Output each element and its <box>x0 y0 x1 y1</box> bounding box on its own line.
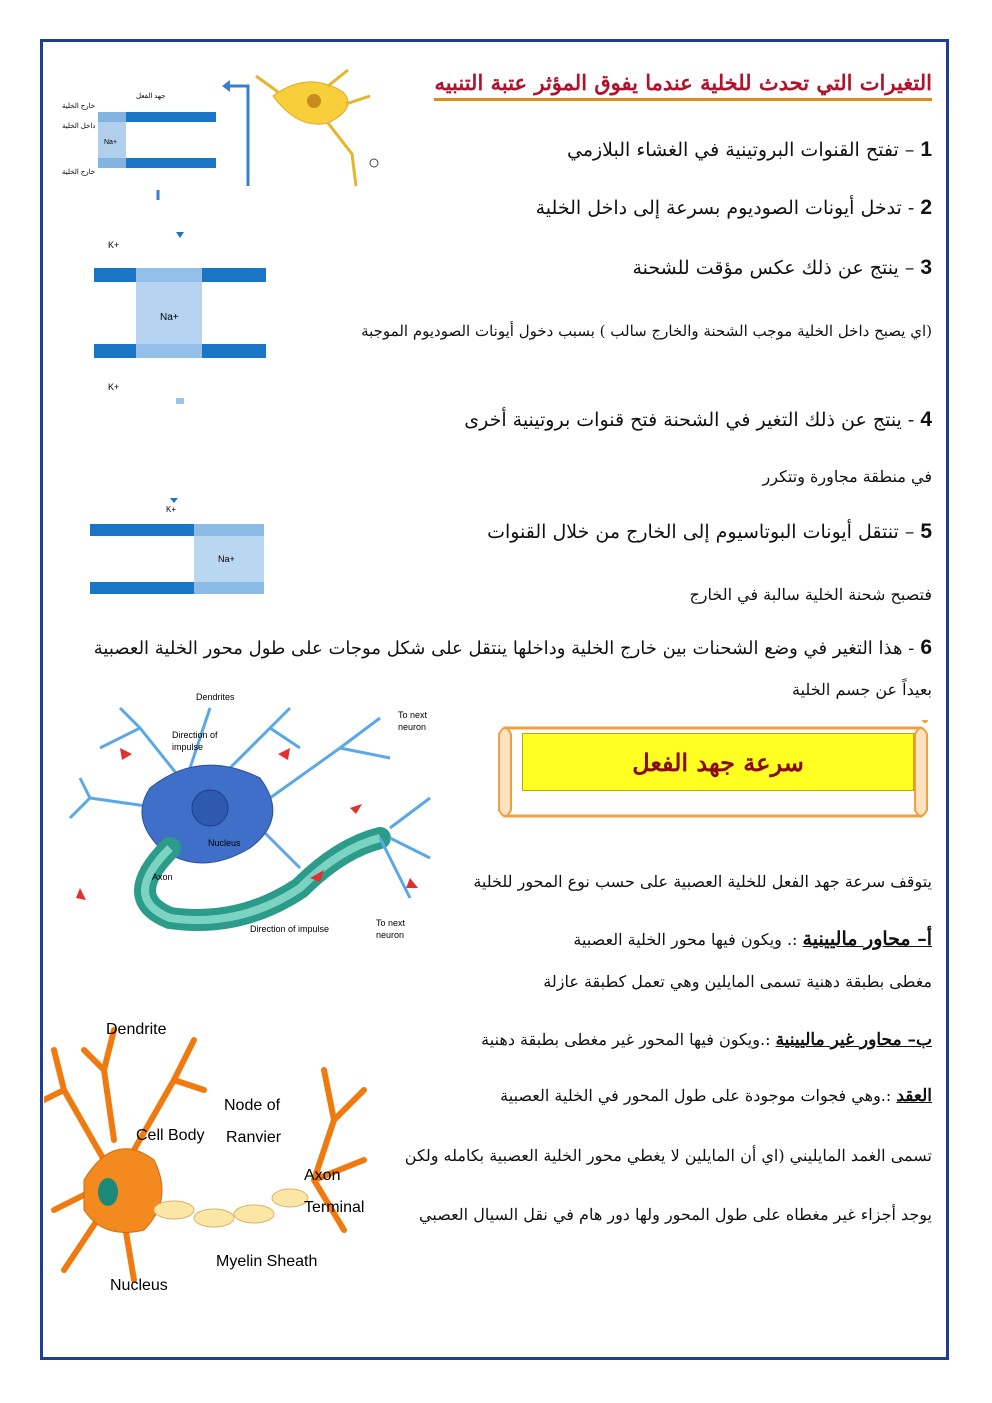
step-5: 5– تنتقل أيونات البوتاسيوم إلى الخارج من خلال القنوات <box>487 520 932 543</box>
step-text: هذا التغير في وضع الشحنات بين خارج الخلية وداخلها ينتقل على شكل موجات على طول محور الخلية العصبية <box>93 638 903 659</box>
neuron-diagram-1 <box>60 688 450 948</box>
step-number: 5 <box>920 520 932 543</box>
label-direction-1: Direction of <box>172 730 218 740</box>
label-next-neuron-1b: neuron <box>398 722 427 732</box>
page-title: التغيرات التي تحدث للخلية عندما يفوق المؤثر عتبة التنبيه <box>434 70 932 101</box>
label-next-neuron-2a: To next <box>376 918 406 928</box>
step-6-cont: بعيداً عن جسم الخلية <box>792 680 932 699</box>
label-next-neuron-1a: To next <box>398 710 428 720</box>
label-outside-2: خارج الخلية <box>62 169 96 176</box>
step-number: 3 <box>920 256 932 279</box>
speed-banner: سرعة جهد الفعل <box>522 733 914 791</box>
label-direction-bottom: Direction of impulse <box>250 924 330 934</box>
speed-intro: يتوقف سرعة جهد الفعل للخلية العصبية على حسب نوع المحور للخلية <box>473 872 932 891</box>
step-4-cont: في منطقة مجاورة وتتكرر <box>762 467 932 486</box>
label-next-neuron-2b: neuron <box>376 930 405 940</box>
label-axon-terminal-1: Axon <box>304 1167 341 1184</box>
step-number: 4 <box>920 408 932 431</box>
k-label-bottom: K+ <box>108 382 120 392</box>
step-3: 3– ينتج عن ذلك عكس مؤقت للشحنة <box>632 256 932 279</box>
label-nucleus-2: Nucleus <box>110 1277 168 1294</box>
membrane-diagram-1 <box>58 68 388 208</box>
label-dendrites: Dendrites <box>196 692 235 702</box>
label-dendrite: Dendrite <box>106 1021 167 1038</box>
type-a-label: أ– محاور ماليينية <box>802 928 932 950</box>
type-a-text: :. ويكون فيها محور الخلية العصبية <box>573 930 798 949</box>
na-label-3: Na+ <box>218 554 235 564</box>
step-text: تنتقل أيونات البوتاسيوم إلى الخارج من خلال القنوات <box>487 521 899 543</box>
label-direction-2: impulse <box>172 742 204 752</box>
step-2: 2- تدخل أيونات الصوديوم بسرعة إلى داخل الخلية <box>535 196 932 219</box>
axon-shape <box>145 838 380 920</box>
label-axon-terminal-2: Terminal <box>304 1199 365 1216</box>
type-b <box>481 1030 932 1050</box>
type-b-label: ب– محاور غير ماليينية <box>775 1030 932 1050</box>
label-ranvier: Ranvier <box>226 1129 282 1146</box>
type-a <box>573 928 932 950</box>
step-number: 1 <box>920 138 932 161</box>
step-number: 2 <box>920 196 932 219</box>
label-myelin-sheath: Myelin Sheath <box>216 1253 318 1270</box>
label-action-potential: جهد الفعل <box>136 93 166 100</box>
nodes <box>500 1086 932 1106</box>
step-1: 1– تفتح القنوات البروتينية في الغشاء البلازمي <box>566 138 932 161</box>
label-node-of: Node of <box>224 1097 281 1114</box>
nodes-cont-1: تسمى الغمد المايليني (اي أن المايلين لا يغطي محور الخلية العصبية بكامله ولكن <box>404 1146 932 1165</box>
neuron-diagram-2 <box>44 1010 374 1300</box>
k-label-top: K+ <box>108 240 120 250</box>
label-inside: داخل الخلية <box>62 123 96 130</box>
k-label-3: K+ <box>166 505 177 514</box>
na-label: Na+ <box>104 139 118 146</box>
neuron-icon <box>256 70 378 186</box>
label-nucleus: Nucleus <box>208 838 241 848</box>
nodes-label: العقد <box>896 1086 932 1106</box>
step-number: 6 <box>920 636 932 659</box>
step-text: ينتج عن ذلك عكس مؤقت للشحنة <box>632 257 899 279</box>
label-outside: خارج الخلية <box>62 103 96 110</box>
step-text: تدخل أيونات الصوديوم بسرعة إلى داخل الخلية <box>535 197 902 219</box>
na-label-2: Na+ <box>160 312 179 323</box>
step-3-note: (اي يصبح داخل الخلية موجب الشحنة والخارج سالب ) بسبب دخول أيونات الصوديوم الموجبة <box>361 322 932 340</box>
step-text: ينتج عن ذلك التغير في الشحنة فتح قنوات بروتينية أخرى <box>464 409 902 431</box>
membrane-diagram-3 <box>88 498 266 606</box>
dendrite-shape <box>44 1030 364 1280</box>
step-5-cont: فتصبح شحنة الخلية سالبة في الخارج <box>689 585 932 604</box>
step-4: 4- ينتج عن ذلك التغير في الشحنة فتح قنوات بروتينية أخرى <box>464 408 932 431</box>
type-a-cont: مغطى بطبقة دهنية تسمى المايلين وهي تعمل كطبقة عازلة <box>543 972 932 991</box>
label-axon: Axon <box>152 872 173 882</box>
membrane-diagram-2 <box>92 230 267 405</box>
step-6: 6- هذا التغير في وضع الشحنات بين خارج الخلية وداخلها ينتقل على شكل موجات على طول محور الخلية العصبية <box>93 636 932 659</box>
nodes-cont-2: يوجد أجزاء غير مغطاه على طول المحور ولها دور هام في نقل السيال العصبي <box>419 1205 932 1224</box>
label-cell-body: Cell Body <box>136 1127 205 1144</box>
type-b-text: :.ويكون فيها المحور غير مغطى بطبقة دهنية <box>481 1030 771 1049</box>
nodes-text: :.وهي فجوات موجودة على طول المحور في الخلية العصبية <box>500 1086 892 1105</box>
myelin-shape <box>154 1189 308 1227</box>
step-text: تفتح القنوات البروتينية في الغشاء البلازمي <box>566 139 899 161</box>
